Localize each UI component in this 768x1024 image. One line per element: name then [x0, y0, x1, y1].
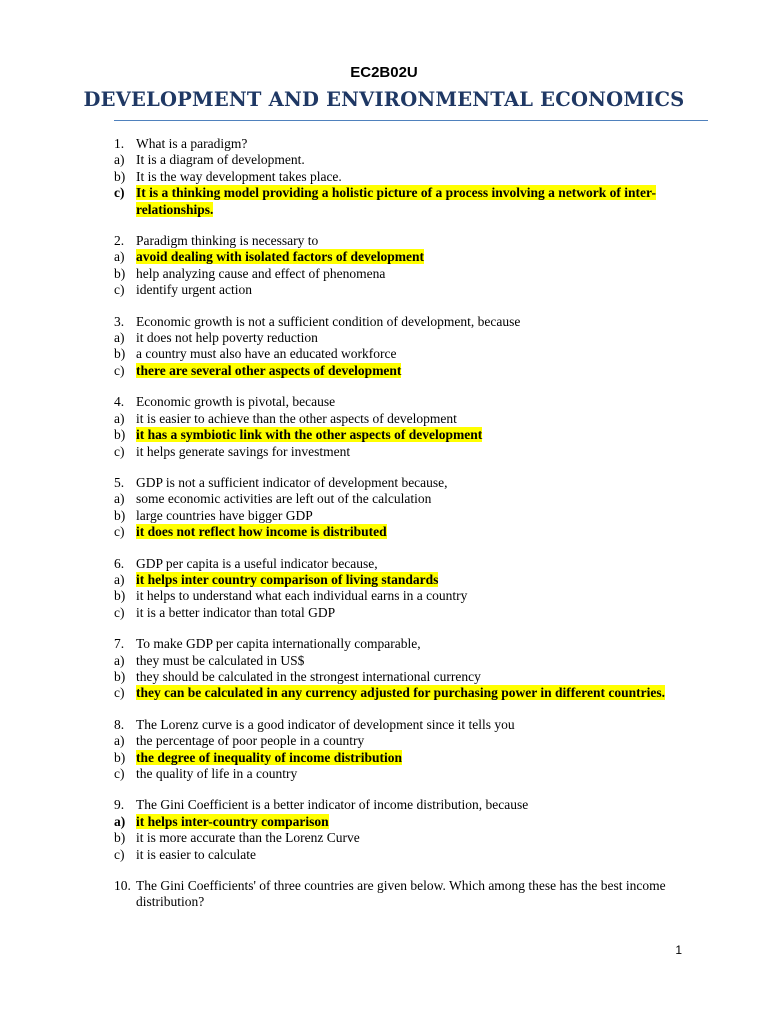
- option-text: [136, 685, 694, 701]
- question-stem: [114, 878, 694, 911]
- correct-answer-highlight: there are several other aspects of development: [136, 362, 402, 378]
- page-number: 1: [675, 943, 682, 957]
- question-stem: [114, 314, 694, 330]
- question-stem: [114, 797, 694, 813]
- option-text: they should be calculated in the strongest international currency: [136, 668, 481, 684]
- answer-option: [114, 249, 694, 265]
- option-label: b): [114, 346, 126, 362]
- answer-option: [114, 814, 694, 830]
- answer-option: [114, 588, 694, 604]
- question-text: GDP per capita is a useful indicator because,: [136, 555, 378, 571]
- correct-answer-highlight: It is a thinking model providing a holistic picture of a process involving a network of inter-relationships.: [136, 185, 657, 217]
- answer-option: [114, 330, 694, 346]
- option-text: they must be calculated in US$: [136, 652, 305, 668]
- question-text: Paradigm thinking is necessary to: [136, 233, 319, 249]
- question-stem: [114, 136, 694, 152]
- option-text: the quality of life in a country: [136, 766, 298, 781]
- option-label: c): [114, 846, 125, 862]
- correct-answer-highlight: they can be calculated in any currency adjusted for purchasing power in different countries.: [136, 685, 665, 701]
- correct-answer-highlight: it does not reflect how income is distributed: [136, 524, 387, 540]
- option-label: a): [114, 491, 125, 507]
- answer-option: [114, 185, 694, 218]
- option-label: a): [114, 249, 125, 265]
- question-number: 9.: [114, 797, 125, 813]
- correct-answer-highlight: the degree of inequality of income distribution: [136, 749, 402, 765]
- question-block: [114, 394, 694, 460]
- option-text: It is the way development takes place.: [136, 168, 342, 184]
- question-number: 2.: [114, 233, 125, 249]
- option-text: It is a diagram of development.: [136, 152, 305, 168]
- correct-answer-highlight: avoid dealing with isolated factors of development: [136, 249, 424, 265]
- question-block: [114, 475, 694, 541]
- question-number: 1.: [114, 136, 125, 151]
- option-text: the percentage of poor people in a country: [136, 733, 365, 749]
- option-label: c): [114, 524, 125, 540]
- question-block: [114, 878, 694, 911]
- answer-option: [114, 363, 694, 379]
- question-block: [114, 797, 694, 863]
- answer-option: [114, 524, 694, 540]
- answer-option: [114, 830, 694, 846]
- option-label: c): [114, 185, 125, 201]
- option-label: a): [114, 330, 125, 346]
- option-text: it does not help poverty reduction: [136, 330, 318, 346]
- option-label: c): [114, 604, 125, 620]
- option-text: [136, 185, 694, 218]
- question-number: 6.: [114, 555, 125, 571]
- option-label: a): [114, 733, 125, 749]
- option-label: c): [114, 766, 125, 781]
- option-label: a): [114, 152, 125, 168]
- option-label: b): [114, 265, 126, 281]
- option-text: it is easier to calculate: [136, 846, 256, 862]
- answer-option: [114, 605, 694, 621]
- option-label: b): [114, 830, 126, 846]
- option-text: [136, 750, 694, 766]
- question-text: Economic growth is pivotal, because: [136, 394, 336, 410]
- option-text: [136, 427, 694, 443]
- option-label: a): [114, 813, 126, 829]
- option-label: c): [114, 282, 125, 298]
- option-label: b): [114, 168, 126, 184]
- question-number: 3.: [114, 313, 125, 329]
- question-text: To make GDP per capita internationally comparable,: [136, 636, 421, 652]
- question-number: 7.: [114, 636, 125, 652]
- answer-option: [114, 444, 694, 460]
- question-text: What is a paradigm?: [136, 136, 248, 151]
- question-text: The Gini Coefficient is a better indicator of income distribution, because: [136, 797, 529, 813]
- answer-option: [114, 766, 694, 782]
- option-label: c): [114, 362, 125, 378]
- answer-option: [114, 346, 694, 362]
- answer-option: [114, 282, 694, 298]
- answer-option: [114, 750, 694, 766]
- answer-option: [114, 152, 694, 168]
- answer-option: [114, 427, 694, 443]
- question-block: [114, 136, 694, 218]
- option-text: [136, 814, 694, 830]
- option-label: a): [114, 571, 125, 587]
- question-text: The Lorenz curve is a good indicator of development since it tells you: [136, 716, 515, 732]
- title-divider: [114, 120, 708, 121]
- question-stem: [114, 556, 694, 572]
- question-number: 8.: [114, 716, 125, 732]
- answer-option: [114, 572, 694, 588]
- question-number: 5.: [114, 474, 125, 490]
- option-text: it helps to understand what each individual earns in a country: [136, 588, 468, 604]
- option-text: [136, 249, 694, 265]
- option-text: [136, 363, 694, 379]
- answer-option: [114, 169, 694, 185]
- question-stem: [114, 394, 694, 410]
- question-block: [114, 717, 694, 783]
- question-stem: [114, 475, 694, 491]
- question-stem: [114, 636, 694, 652]
- answer-option: [114, 669, 694, 685]
- option-text: some economic activities are left out of the calculation: [136, 491, 432, 507]
- option-text: [136, 524, 694, 540]
- question-stem: [114, 717, 694, 733]
- option-label: b): [114, 668, 126, 684]
- question-block: [114, 556, 694, 622]
- question-number: 10.: [114, 878, 131, 894]
- option-text: large countries have bigger GDP: [136, 507, 313, 523]
- answer-option: [114, 847, 694, 863]
- correct-answer-highlight: it has a symbiotic link with the other aspects of development: [136, 427, 483, 443]
- option-text: it is easier to achieve than the other aspects of development: [136, 410, 457, 426]
- correct-answer-highlight: it helps inter country comparison of living standards: [136, 571, 439, 587]
- question-block: [114, 314, 694, 380]
- question-list: [114, 136, 694, 926]
- option-text: it helps generate savings for investment: [136, 443, 351, 459]
- question-stem: [114, 233, 694, 249]
- answer-option: [114, 266, 694, 282]
- option-label: b): [114, 427, 126, 443]
- question-text: Economic growth is not a sufficient condition of development, because: [136, 313, 521, 329]
- option-label: c): [114, 685, 125, 701]
- answer-option: [114, 685, 694, 701]
- option-label: b): [114, 507, 126, 523]
- correct-answer-highlight: it helps inter-country comparison: [136, 813, 329, 829]
- option-label: a): [114, 652, 125, 668]
- option-text: identify urgent action: [136, 282, 252, 298]
- answer-option: [114, 653, 694, 669]
- answer-option: [114, 733, 694, 749]
- question-number: 4.: [114, 394, 125, 410]
- option-text: [136, 572, 694, 588]
- answer-option: [114, 491, 694, 507]
- question-block: [114, 233, 694, 299]
- answer-option: [114, 508, 694, 524]
- course-code: EC2B02U: [350, 64, 418, 81]
- option-label: c): [114, 443, 125, 459]
- question-text: GDP is not a sufficient indicator of development because,: [136, 474, 448, 490]
- option-label: a): [114, 410, 125, 426]
- question-block: [114, 636, 694, 702]
- document-title: DEVELOPMENT AND ENVIRONMENTAL ECONOMICS: [83, 88, 685, 111]
- option-text: it is a better indicator than total GDP: [136, 604, 336, 620]
- question-text: The Gini Coefficients' of three countries are given below. Which among these has the best income distribution?: [136, 878, 666, 910]
- answer-option: [114, 411, 694, 427]
- option-text: help analyzing cause and effect of phenomena: [136, 265, 386, 281]
- option-text: a country must also have an educated workforce: [136, 346, 397, 362]
- option-label: b): [114, 588, 126, 604]
- option-label: b): [114, 749, 126, 765]
- option-text: it is more accurate than the Lorenz Curve: [136, 830, 360, 846]
